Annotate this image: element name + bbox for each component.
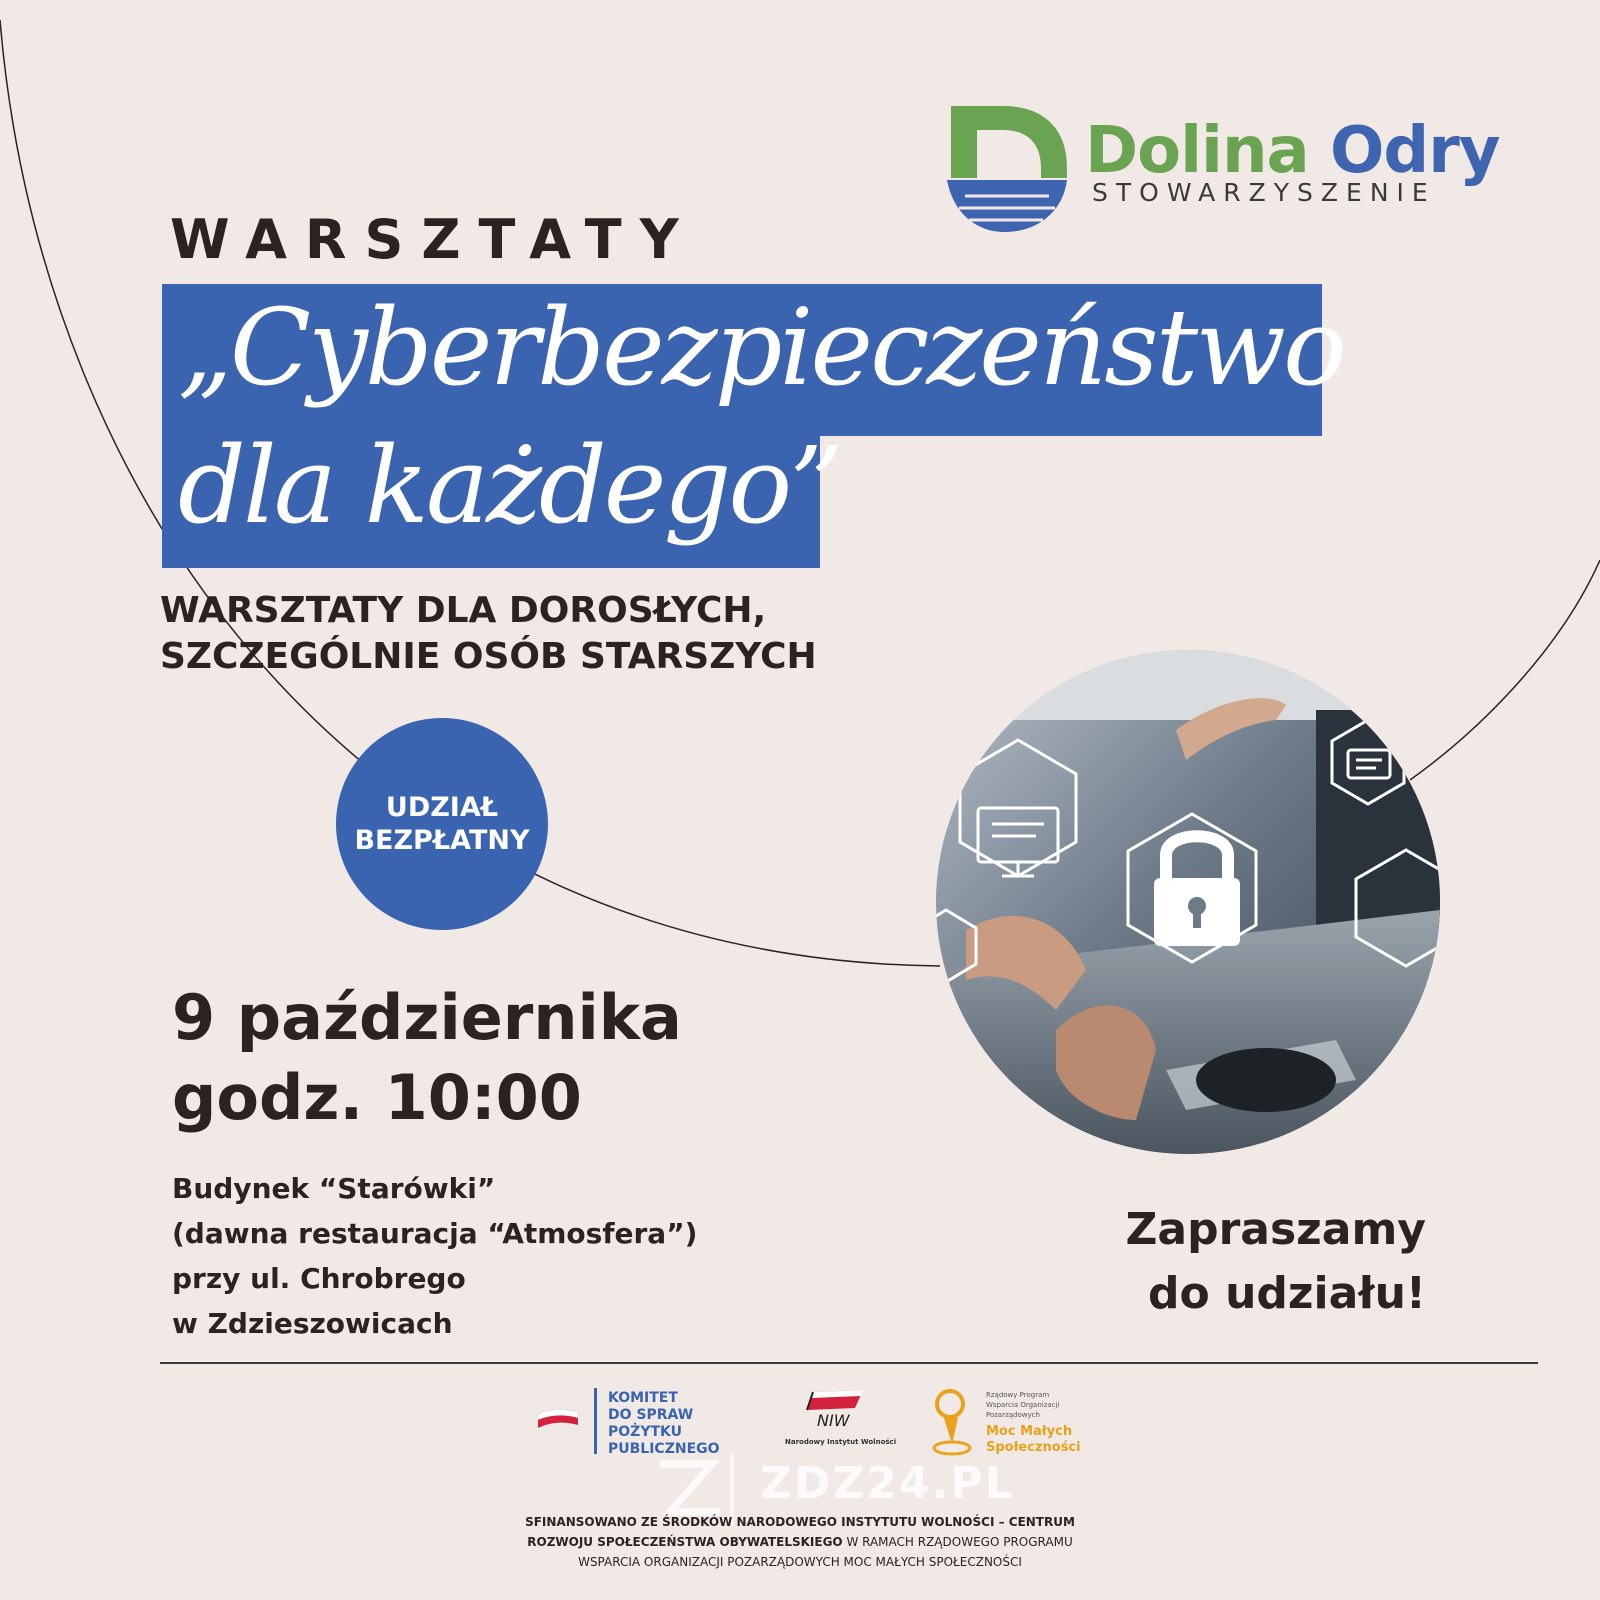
- niw-subtitle: Narodowy Instytut Wolności: [785, 1438, 897, 1446]
- kicker-heading: WARSZTATY: [170, 208, 697, 271]
- logo-name: [1085, 114, 1500, 188]
- subtitle-line-2: SZCZEGÓLNIE OSÓB STARSZYCH: [160, 636, 817, 677]
- logo-d-mark-icon: [945, 100, 1070, 240]
- dolina-odry-logo: [945, 100, 1505, 240]
- komitet-line-4: PUBLICZNEGO: [608, 1441, 720, 1457]
- footer-line-2-rest: W RAMACH RZĄDOWEGO PROGRAMU: [842, 1535, 1073, 1549]
- moc-name: [986, 1424, 1081, 1456]
- logo-name-part1: Dolina: [1085, 114, 1309, 188]
- komitet-line-3: POŻYTKU: [608, 1424, 682, 1440]
- svg-text:NIW: NIW: [817, 1411, 850, 1430]
- event-address: [172, 1166, 697, 1346]
- logo-name-part2: Odry: [1330, 114, 1500, 188]
- badge-line-2: BEZPŁATNY: [354, 825, 530, 856]
- moc-small-1: Rządowy Program: [986, 1391, 1050, 1399]
- photo-illustration: [936, 650, 1440, 1154]
- title-line-2: dla każdego”: [178, 424, 841, 547]
- komitet-line-1: KOMITET: [608, 1390, 678, 1406]
- moc-program-label: [986, 1390, 1059, 1420]
- footer-divider: [160, 1362, 1538, 1364]
- moc-name-2: Społeczności: [986, 1440, 1081, 1455]
- badge-line-1: UDZIAŁ: [385, 792, 499, 823]
- moc-small-3: Pozarządowych: [986, 1411, 1040, 1419]
- address-line-1: Budynek “Starówki”: [172, 1172, 496, 1205]
- watermark-text: ZDZ24.PL: [760, 1458, 1015, 1509]
- footer-line-1: SFINANSOWANO ZE ŚRODKÓW NARODOWEGO INSTYTUTU WOLNOŚCI – CENTRUM: [525, 1515, 1075, 1529]
- address-line-4: w Zdzieszowicach: [172, 1307, 453, 1340]
- komitet-line-2: DO SPRAW: [608, 1407, 694, 1423]
- komitet-divider: [594, 1388, 597, 1454]
- event-date: [172, 978, 682, 1138]
- subtitle-line-1: WARSZTATY DLA DOROSŁYCH,: [160, 590, 767, 631]
- invite-line-2: do udziału!: [1148, 1268, 1426, 1319]
- invitation: [1125, 1198, 1426, 1326]
- title-line-1: „Cyberbezpieczeństwo: [178, 286, 1344, 409]
- niw-logo: [785, 1388, 897, 1456]
- cybersecurity-photo: [936, 650, 1440, 1154]
- moc-malych-spolecznosci-logo: [930, 1388, 1090, 1458]
- funding-notice: [400, 1512, 1200, 1572]
- free-participation-badge: [336, 718, 548, 930]
- polish-flag-icon: [536, 1406, 580, 1432]
- komitet-name: [608, 1390, 720, 1458]
- address-line-2: (dawna restauracja “Atmosfera”): [172, 1217, 698, 1250]
- komitet-logo: [536, 1388, 746, 1456]
- location-pin-icon: [930, 1388, 976, 1458]
- niw-mark-icon: [799, 1388, 865, 1432]
- date-line-2: godz. 10:00: [172, 1061, 582, 1134]
- invite-line-1: Zapraszamy: [1125, 1204, 1426, 1255]
- footer-line-3: WSPARCIA ORGANIZACJI POZARZĄDOWYCH MOC MAŁYCH SPOŁECZNOŚCI: [578, 1555, 1022, 1569]
- address-line-3: przy ul. Chrobrego: [172, 1262, 466, 1295]
- moc-name-1: Moc Małych: [986, 1424, 1073, 1439]
- date-line-1: 9 października: [172, 981, 682, 1054]
- subtitle: [160, 588, 817, 680]
- logo-subtitle: STOWARZYSZENIE: [1092, 178, 1436, 207]
- moc-small-2: Wsparcia Organizacji: [986, 1401, 1060, 1409]
- footer-line-2-bold: ROZWOJU SPOŁECZEŃSTWA OBYWATELSKIEGO: [527, 1535, 843, 1549]
